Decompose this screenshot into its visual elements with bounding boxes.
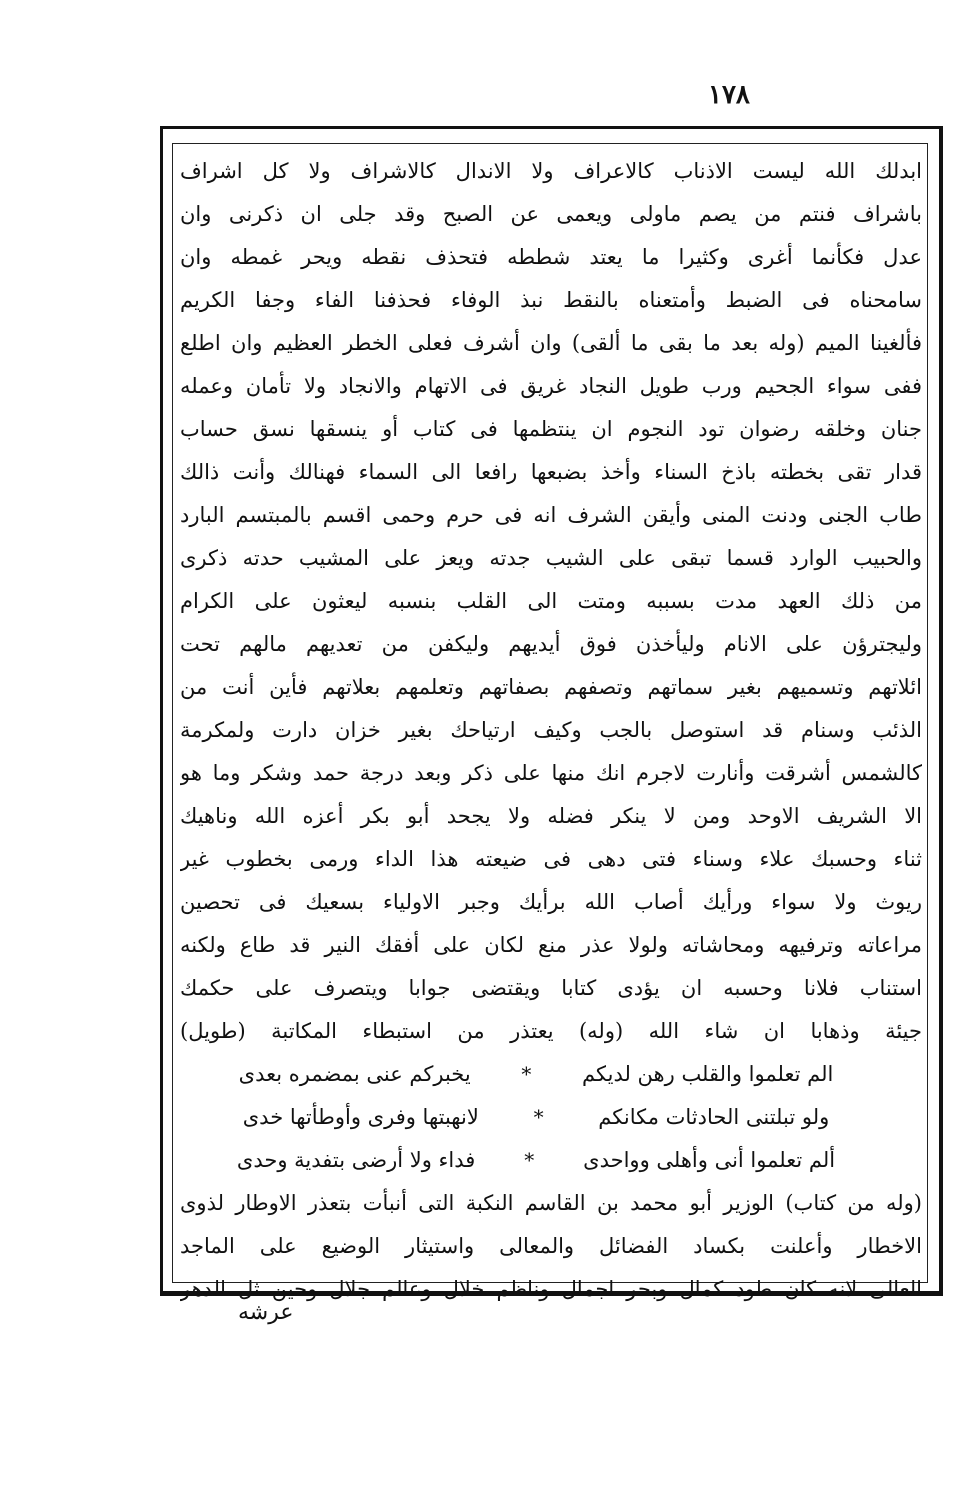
verse-separator: * [521, 1062, 532, 1086]
text-line: ثناء وحسبك علاء وسناء فتى دهى فى ضيعته هذا الداء ورمى بخطوب غير [180, 847, 922, 871]
verse-separator: * [524, 1148, 535, 1172]
text-line: العالى لانه كان طود كمال وبحر اجمال وناظم خلال وعالم جلال وحين ثل الدهر [180, 1277, 922, 1301]
text-line: كالشمس أشرقت وأنارت لاجرم انك منها على ذكر وبعد درجة حمد وشكر وما هو [180, 761, 922, 785]
text-line: باشراف فنتم من يصم ماولى ويعمى عن الصبح وقد جلى ان ذكرنى وان [180, 202, 922, 226]
text-line: عدل فكأنما أغرى وكثيرا ما يعتد شططه فتحذف نقطه ويحر غمطه وان [180, 245, 922, 269]
verse-first-hemistich: ولو تبلتنى الحادثات مكانكم [598, 1105, 830, 1129]
text-line: ابدلك الله ليست الاذناب كالاعراف ولا الاندال كالاشراف ولا كل اشراف [180, 159, 922, 183]
prose-section-1 [180, 150, 922, 1053]
text-line: (وله من كتاب) الوزير أبو محمد بن القاسم النكبة التى أنبأت بتعذر الاوطار لذوى [180, 1191, 922, 1215]
text-line: الا الشريف الاوحد ومن لا ينكر فضله ولا يجحد أبو بكر أعزه الله وناهيك [180, 804, 922, 828]
text-line: مراعاته وترفيهه ومحاشاته ولولا عذر منع لكان على أفقك النير قد طاع ولكنه [180, 933, 922, 957]
text-line: من ذلك العهد مدت بسببه ومتت الى القلب بنسبه ليعثون على الكرام [180, 589, 922, 613]
text-line: ففى سواء الجحيم ورب طويل النجاد غريق فى الاتهام والانجاد ولا تأمان وعمله [180, 374, 922, 398]
text-line: ريوث ولا سواء ورأيك أصاب الله برأيك وجبر الاولياء بسعيك فى تحصين [180, 890, 922, 914]
text-line: فألغينا الميم (وله بعد ما بقى ما ألقى) وان أشرف فعلى الخطر العظيم وان اطلع [180, 331, 922, 355]
main-text-block [180, 150, 922, 1311]
catchword: عرشه [238, 1300, 294, 1325]
text-line: الاخطار وأعلنت بكساد الفضائل والمعالى واستيثار الوضيع على الماجد [180, 1234, 922, 1258]
poem-verses [180, 1053, 922, 1182]
text-line: طاب الجنى ودنت المنى وأيقن الشرف انه فى حرم وحمى اقسم بالمبتسم البارد [180, 503, 922, 527]
text-line: استناب فلانا وحسبه ان يؤدى كتابا ويقتضى جوابا ويتصرف على حكمك [180, 976, 922, 1000]
text-line: قدار تقى بخطته باذخ السناء وأخذ بضبعها رافعا الى السماء فهنالك وأنت ذالك [180, 460, 922, 484]
text-line: سامحناه فى الضبط وأمتعناه بالنقط نبذ الوفاء فحذفنا الفاء وجفا الكريم [180, 288, 922, 312]
text-line: وليجترؤن على الانام وليأخذن فوق أيديهم وليكفن من تعديهم مالهم تحت [180, 632, 922, 656]
verse-second-hemistich: لانهبتها وفرى وأوطأتها خدى [242, 1105, 479, 1129]
page-number: ١٧٨ [708, 80, 750, 110]
verse-first-hemistich: الم تعلموا والقلب رهن لديكم [582, 1062, 834, 1086]
verse-second-hemistich: فداء ولا أرضى بتفدية وحدى [236, 1148, 476, 1172]
verse-line [180, 1053, 922, 1096]
verse-second-hemistich: يخبركم عنى بمضمره بعدى [238, 1062, 471, 1086]
text-line: جيئة وذهابا ان شاء الله (وله) يعتذر من استبطاء المكاتبة (طويل) [180, 1019, 922, 1043]
text-line: الذئب وسنام قد استوصل بالجب وكيف ارتياحك بغير خزان دارت ولمكرمة [180, 718, 922, 742]
verse-first-hemistich: ألم تعلموا أنى وأهلى وواحدى [583, 1148, 836, 1172]
text-line: ائلاتهم وتسميهم بغير سماتهم وتصفهم بصفاتهم وتعلمهم بعلاتهم فأين أنت من [180, 675, 922, 699]
verse-line [180, 1139, 922, 1182]
text-line: جنان وخلقه رضوان تود النجوم ان ينتظمها فى كتاب أو ينسقها نسق حساب [180, 417, 922, 441]
prose-section-2 [180, 1182, 922, 1311]
text-line: والحبيب الوارد قسما تبقى على الشيب جدته ويعز على المشيب حدته ذكرى [180, 546, 922, 570]
verse-line [180, 1096, 922, 1139]
verse-separator: * [533, 1105, 544, 1129]
